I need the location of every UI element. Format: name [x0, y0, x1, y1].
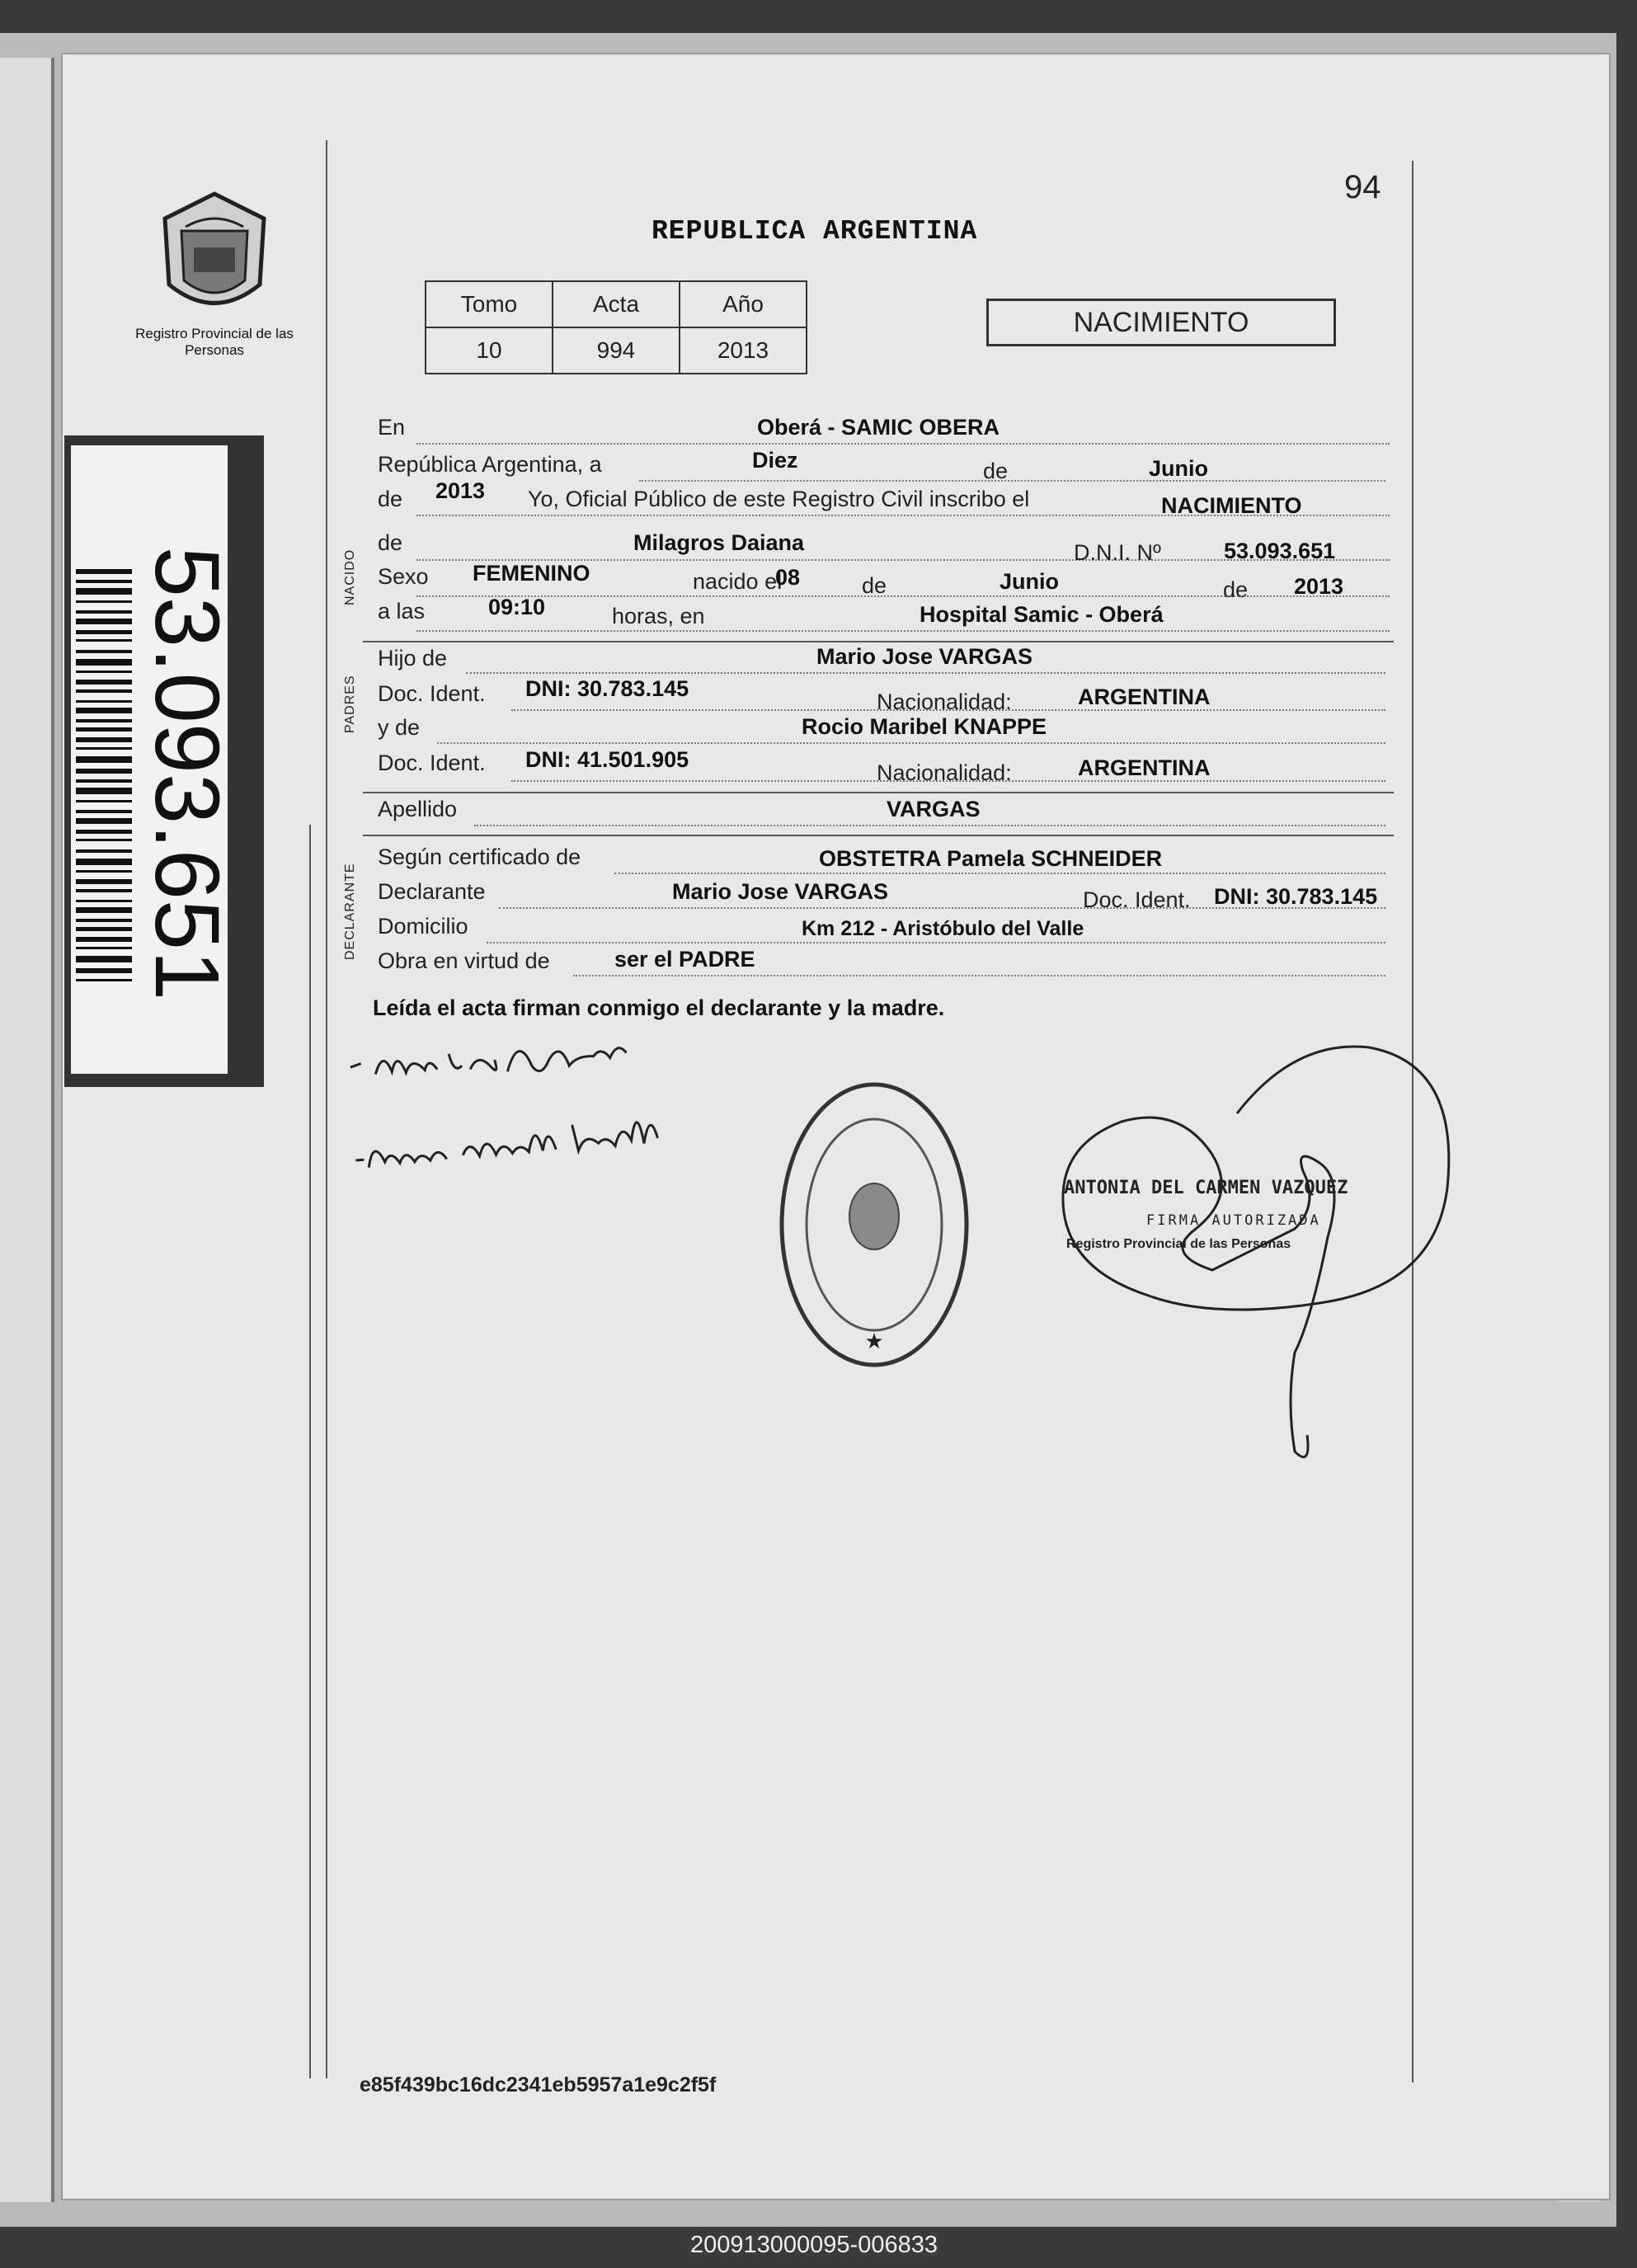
- label-de-birth-year: de: [1223, 577, 1249, 602]
- left-margin-line: [326, 140, 327, 2078]
- value-place: Oberá - SAMIC OBERA: [757, 415, 1000, 440]
- section-divider-nacido: [363, 641, 1394, 642]
- value-act: NACIMIENTO: [1161, 493, 1302, 518]
- value-address: Km 212 - Aristóbulo del Valle: [802, 917, 1084, 940]
- section-divider-padres: [363, 792, 1394, 793]
- official-role: FIRMA AUTORIZADA: [1146, 1212, 1321, 1229]
- document-hash: e85f439bc16dc2341eb5957a1e9c2f5f: [360, 2073, 717, 2096]
- value-anio: 2013: [680, 327, 807, 374]
- line-en: [416, 443, 1390, 445]
- barcode-bars: [76, 569, 132, 981]
- provincial-logo: [153, 186, 276, 326]
- label-declarante: Declarante: [378, 879, 486, 904]
- line-declarante: [499, 907, 1385, 909]
- line-y-de: [437, 742, 1385, 744]
- label-horas-en: horas, en: [612, 604, 705, 628]
- line-republica: [639, 480, 1385, 482]
- closing-text: Leída el acta firman conmigo el declarante y la madre.: [373, 995, 945, 1020]
- line-obra: [573, 975, 1385, 976]
- page-number: 94: [1344, 169, 1381, 205]
- label-y-de: y de: [378, 715, 421, 740]
- value-month: Junio: [1149, 456, 1208, 481]
- line-sexo: [416, 595, 1390, 597]
- value-dni: 53.093.651: [1224, 539, 1336, 563]
- header-acta: Acta: [553, 281, 680, 327]
- line-apellido: [474, 825, 1385, 826]
- value-declarant: Mario Jose VARGAS: [672, 879, 889, 904]
- official-signature: [1047, 1023, 1476, 1485]
- line-domicilio: [487, 942, 1385, 943]
- value-father-doc: DNI: 30.783.145: [525, 676, 689, 701]
- label-nacionalidad-1: Nacionalidad:: [877, 689, 1012, 714]
- line-doc-1: [511, 709, 1385, 711]
- value-birth-place: Hospital Samic - Oberá: [920, 602, 1164, 627]
- registry-table: [425, 280, 807, 374]
- label-doc-ident-2: Doc. Ident.: [378, 751, 486, 775]
- left-margin-line-lower: [309, 825, 311, 2078]
- value-child-name: Milagros Daiana: [633, 530, 805, 555]
- value-acta: 994: [553, 327, 680, 374]
- label-republica: República Argentina, a: [378, 452, 602, 477]
- section-divider-apellido: [363, 835, 1394, 836]
- value-surname: VARGAS: [887, 797, 981, 821]
- value-birth-day: 08: [775, 565, 801, 590]
- value-mother: Rocio Maribel KNAPPE: [802, 714, 1047, 739]
- official-name: ANTONIA DEL CARMEN VAZQUEZ: [1064, 1178, 1348, 1198]
- line-hora: [416, 630, 1390, 632]
- value-birth-year: 2013: [1294, 574, 1344, 599]
- line-segun: [614, 873, 1385, 874]
- label-de-month: de: [983, 459, 1009, 483]
- value-birth-month: Junio: [1000, 569, 1059, 594]
- barcode-number: 53.093.651: [136, 546, 238, 1001]
- record-type-box: NACIMIENTO: [986, 299, 1336, 346]
- line-hijo-de: [466, 672, 1385, 674]
- value-certificate: OBSTETRA Pamela SCHNEIDER: [819, 846, 1163, 871]
- value-sex: FEMENINO: [473, 561, 590, 586]
- side-label-nacido: NACIDO: [343, 548, 357, 605]
- label-segun: Según certificado de: [378, 845, 581, 869]
- value-declarant-doc: DNI: 30.783.145: [1214, 884, 1378, 909]
- side-label-declarante: DECLARANTE: [343, 863, 357, 960]
- label-domicilio: Domicilio: [378, 914, 468, 939]
- round-stamp: [775, 1076, 973, 1373]
- value-mother-doc: DNI: 41.501.905: [525, 747, 689, 772]
- label-en: En: [378, 415, 406, 440]
- footer-image-id: 200913000095-006833: [690, 2232, 938, 2258]
- svg-text:★: ★: [864, 1329, 884, 1354]
- label-de-year: de: [378, 487, 403, 511]
- label-hijo-de: Hijo de: [378, 646, 448, 671]
- label-doc-ident-3: Doc. Ident.: [1083, 887, 1191, 912]
- value-father-nationality: ARGENTINA: [1078, 685, 1211, 709]
- value-mother-nationality: ARGENTINA: [1078, 755, 1211, 780]
- label-de-name: de: [378, 530, 403, 555]
- value-in-virtue-of: ser el PADRE: [614, 947, 755, 972]
- header-tomo: Tomo: [426, 281, 553, 327]
- label-sexo: Sexo: [378, 564, 429, 589]
- value-hour: 09:10: [488, 595, 546, 619]
- label-apellido: Apellido: [378, 797, 458, 821]
- document-title: REPUBLICA ARGENTINA: [652, 216, 978, 247]
- label-nacionalidad-2: Nacionalidad:: [877, 760, 1012, 785]
- value-tomo: 10: [426, 327, 553, 374]
- value-year: 2013: [435, 478, 486, 503]
- official-office: Registro Provincial de las Personas: [1066, 1237, 1291, 1251]
- line-doc-2: [511, 780, 1385, 782]
- label-oficial: Yo, Oficial Público de este Registro Civil inscribo el: [528, 487, 1030, 511]
- label-de-birth-month: de: [862, 573, 887, 598]
- side-label-padres: PADRES: [343, 675, 357, 733]
- left-page-edge: [0, 58, 54, 2202]
- label-nacido-el: nacido el: [693, 569, 783, 594]
- value-father: Mario Jose VARGAS: [816, 644, 1033, 669]
- label-doc-ident-1: Doc. Ident.: [378, 681, 486, 706]
- label-dni: D.N.I. Nº: [1074, 540, 1161, 565]
- value-day: Diez: [752, 448, 798, 473]
- label-obra: Obra en virtud de: [378, 948, 550, 973]
- label-a-las: a las: [378, 599, 426, 623]
- logo-caption: Registro Provincial de las Personas: [135, 326, 294, 358]
- header-anio: Año: [680, 281, 807, 327]
